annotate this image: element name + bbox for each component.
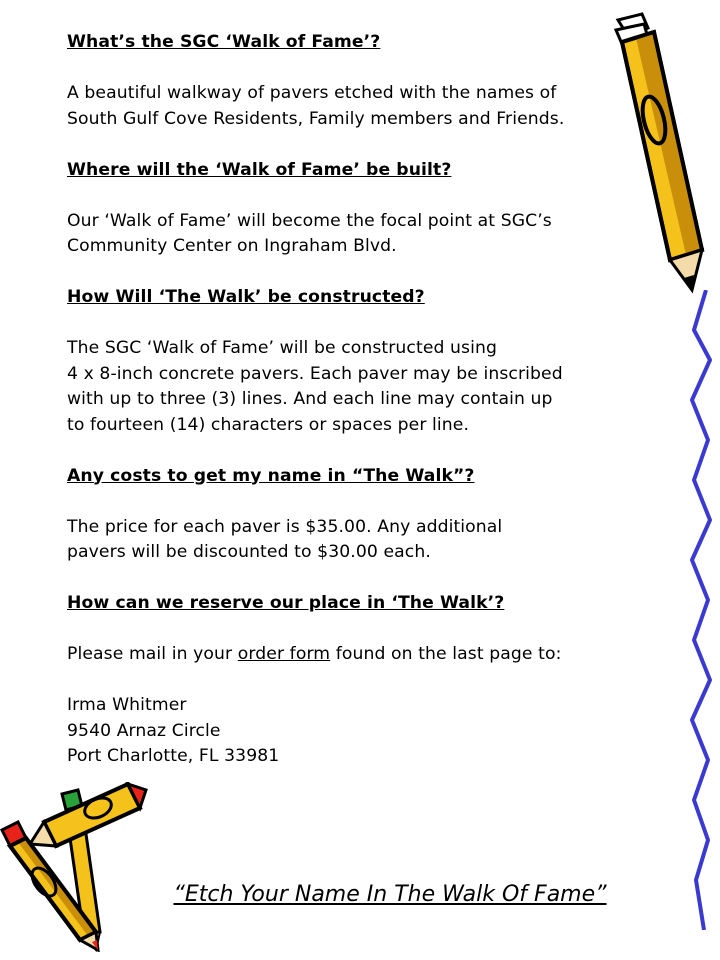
- answer-how-line-1: The SGC ‘Walk of Fame’ will be constructed using: [67, 338, 497, 358]
- mail-prefix: Please mail in your: [67, 644, 238, 664]
- address-city: Port Charlotte, FL 33981: [67, 746, 280, 766]
- document-body: [67, 30, 647, 770]
- tagline: “Etch Your Name In The Walk Of Fame”: [173, 882, 607, 907]
- answer-what-line-2: South Gulf Cove Residents, Family members and Friends.: [67, 108, 565, 129]
- answer-how-line-4: to fourteen (14) characters or spaces per line.: [67, 414, 470, 435]
- answer-where-line-1: Our ‘Walk of Fame’ will become the focal point at SGC’s: [67, 210, 552, 231]
- question-where: Where will the ‘Walk of Fame’ be built?: [67, 159, 452, 180]
- question-how: How Will ‘The Walk’ be constructed?: [67, 287, 425, 307]
- answer-where-line-2: Community Center on Ingraham Blvd.: [67, 236, 397, 256]
- address-name: Irma Whitmer: [67, 695, 187, 715]
- pencil-icon-top-right: [610, 10, 710, 300]
- zigzag-border-right: [684, 290, 718, 930]
- order-form-link[interactable]: order form: [237, 644, 331, 664]
- question-reserve: How can we reserve our place in ‘The Walk’?: [67, 593, 505, 613]
- answer-costs-line-1: The price for each paver is $35.00. Any additional: [67, 516, 503, 537]
- question-costs: Any costs to get my name in “The Walk”?: [67, 465, 475, 486]
- answer-how-line-3: with up to three (3) lines. And each line may contain up: [67, 389, 553, 409]
- mail-suffix: found on the last page to:: [330, 644, 562, 664]
- answer-reserve-line: [67, 642, 647, 668]
- address-street: 9540 Arnaz Circle: [67, 720, 221, 741]
- answer-costs-line-2: pavers will be discounted to $30.00 each.: [67, 542, 431, 562]
- answer-how-line-2: 4 x 8-inch concrete pavers. Each paver may be inscribed: [67, 363, 563, 384]
- answer-what-line-1: A beautiful walkway of pavers etched with the names of: [67, 83, 557, 103]
- question-what: What’s the SGC ‘Walk of Fame’?: [67, 32, 381, 52]
- pencils-icon-bottom-left: [0, 782, 150, 952]
